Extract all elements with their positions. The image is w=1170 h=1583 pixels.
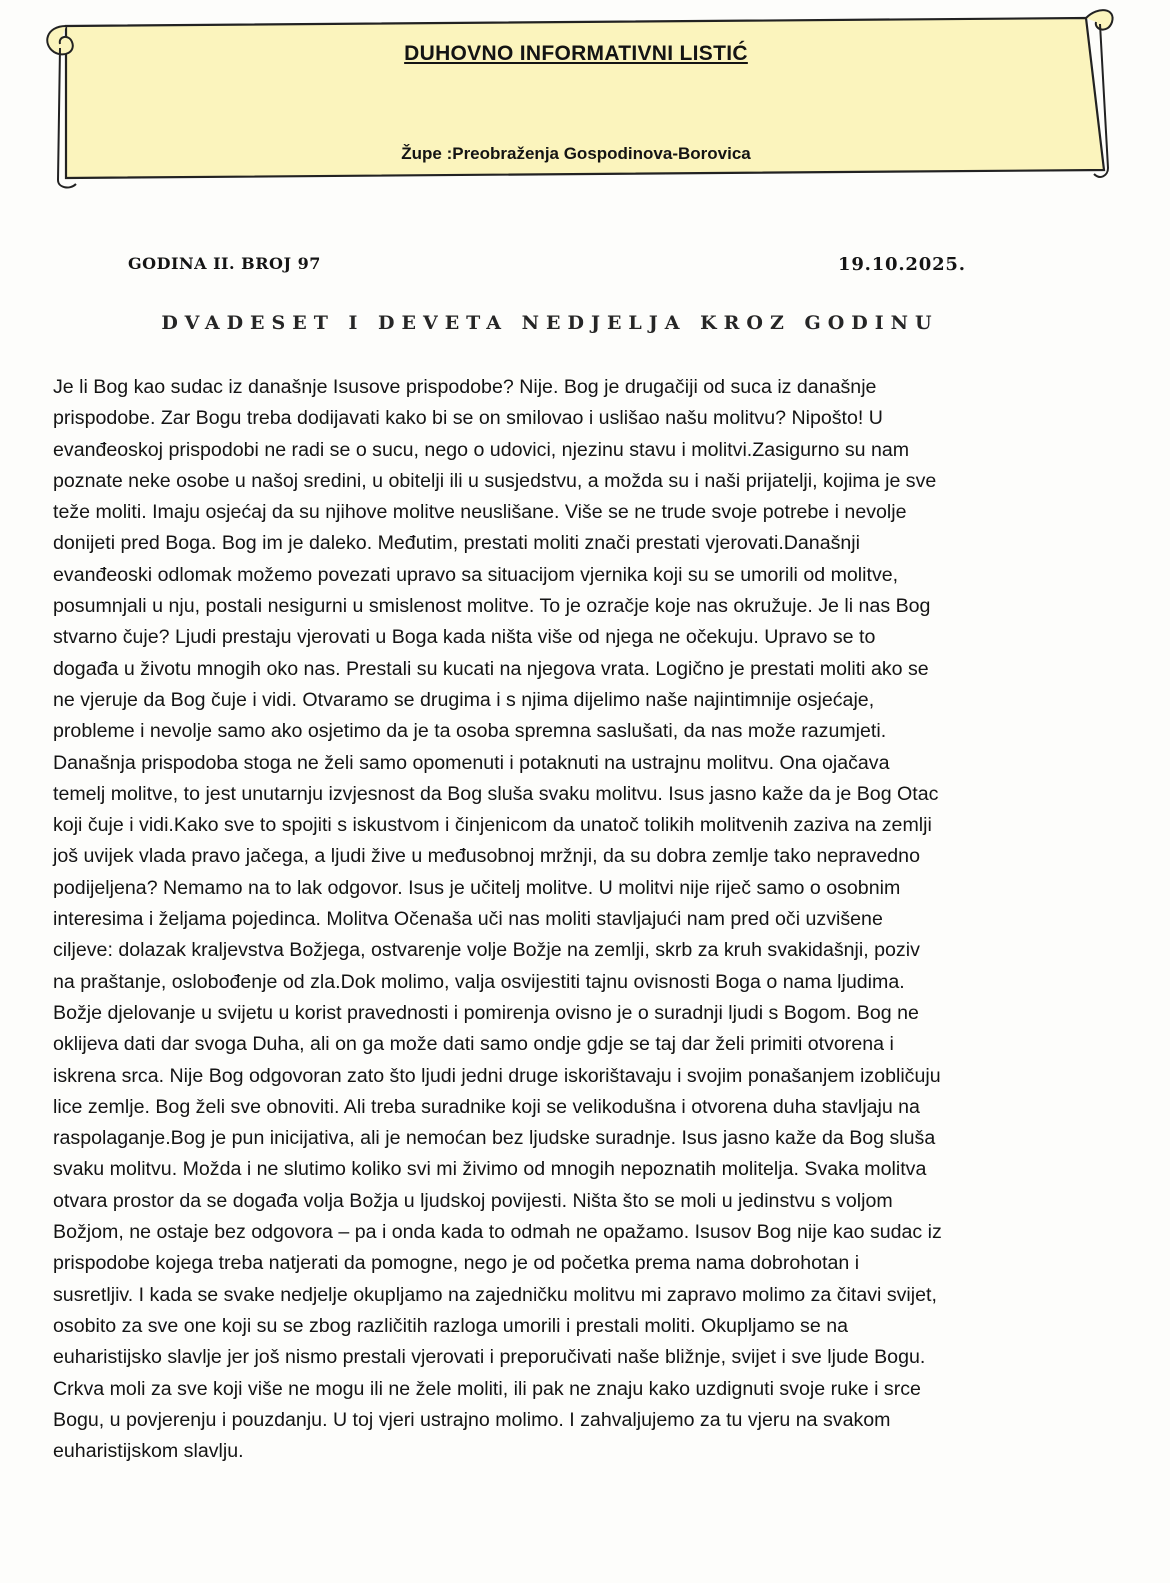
body-line: događa u životu mnogih oko nas. Prestali su kucati na njegova vrata. Logično je prestati moliti ako se [53, 657, 929, 680]
body-line: temelj molitve, to jest unutarnju izvjesnost da Bog sluša svaku molitvu. Isus jasno kaže da je Bog Otac [53, 782, 939, 805]
body-text [53, 372, 1098, 1467]
body-line: prispodobe. Zar Bogu treba dodijavati kako bi se on smilovao i uslišao našu molitvu? Nipošto! U [53, 407, 883, 430]
body-line: Božje djelovanje u svijetu u korist pravednosti i pomirenja ovisno je o suradnji ljudi s Bogom. Bog ne [53, 1001, 919, 1024]
body-line: teže moliti. Imaju osjećaj da su njihove molitve neuslišane. Više se ne trude svoje potrebe i nevolje [53, 501, 907, 524]
sunday-title: DVADESET I DEVETA NEDJELJA KROZ GODINU [161, 312, 939, 334]
body-line: podijeljena? Nemamo na to lak odgovor. Isus je učitelj molitve. U molitvi nije riječ samo o osobnim [53, 876, 901, 899]
body-line: iskrena srca. Nije Bog odgovoran zato što ljudi jedni druge iskorištavaju i svojim ponašanjem izobličuju [53, 1064, 941, 1087]
body-line: stvarno čuje? Ljudi prestaju vjerovati u Boga kada ništa više od njega ne očekuju. Upravo se to [53, 626, 876, 649]
body-line: Božjom, ne ostaje bez odgovora – pa i onda kada to odmah ne opažamo. Isusov Bog nije kao sudac iz [53, 1221, 942, 1244]
body-line: oklijeva dati dar svoga Duha, ali on ga može dati samo ondje gdje se taj dar želi primiti otvorena i [53, 1033, 894, 1056]
body-line: na praštanje, oslobođenje od zla.Dok molimo, valja osvijestiti tajnu ovisnosti Boga o nama ljudima. [53, 970, 905, 993]
body-line: probleme i nevolje samo ako osjetimo da je ta osoba spremna saslušati, da nas može razumjeti. [53, 720, 887, 743]
body-line: euharistijskom slavlju. [53, 1440, 244, 1463]
bulletin-title: DUHOVNO INFORMATIVNI LISTIĆ [404, 42, 748, 65]
body-line: donijeti pred Boga. Bog im je daleko. Međutim, prestati moliti znači prestati vjerovati.Današnji [53, 532, 860, 555]
year-issue: GODINA II. BROJ 97 [128, 254, 321, 273]
body-line: svaku molitvu. Možda i ne slutimo koliko svi mi živimo od mnogih nepoznatih molitelja. Svaka molitva [53, 1158, 927, 1181]
body-line: još uvijek vlada pravo jačega, a ljudi žive u međusobnoj mržnji, da su dobra zemlje tako nepravedno [53, 845, 920, 868]
scroll-banner-shape [36, 4, 1116, 194]
body-line: osobito za sve one koji su se zbog različitih razloga umorili i prestali moliti. Okupljamo se na [53, 1314, 848, 1337]
body-line: koji čuje i vidi.Kako sve to spojiti s iskustvom i činjenicom da unatoč tolikih molitvenih zaziva na zemlji [53, 814, 932, 837]
body-line: raspolaganje.Bog je pun inicijativa, ali je nemoćan bez ljudske suradnje. Isus jasno kaže da Bog sluša [53, 1127, 936, 1150]
body-line: Je li Bog kao sudac iz današnje Isusove prispodobe? Nije. Bog je drugačiji od suca iz današnje [53, 376, 877, 398]
scroll-banner [36, 4, 1116, 194]
body-line: Bogu, u povjerenju i pouzdanju. U toj vjeri ustrajno molimo. I zahvaljujemo za tu vjeru na svakom [53, 1408, 891, 1431]
body-line: poznate neke osobe u našoj sredini, u obitelji ili u susjedstvu, a možda su i naši prijatelji, kojima je sve [53, 469, 937, 492]
body-line: prispodobe kojega treba natjerati da pomogne, nego je od početka prema nama dobrohotan i [53, 1252, 860, 1275]
body-line: lice zemlje. Bog želi sve obnoviti. Ali treba suradnike koji se velikodušna i otvorena duha stavljaju na [53, 1095, 920, 1118]
body-line: Crkva moli za sve koji više ne mogu ili ne žele moliti, ili pak ne znaju kako uzdignuti svoje ruke i srce [53, 1377, 921, 1400]
body-line: Današnja prispodoba stoga ne želi samo opomenuti i potaknuti na ustrajnu molitvu. Ona ojačava [53, 751, 890, 774]
body-line: ciljeve: dolazak kraljevstva Božjega, ostvarenje volje Božje na zemlji, skrb za kruh svakidašnji, poziv [53, 939, 920, 962]
body-line: evanđeoski odlomak možemo povezati upravo sa situacijom vjernika koji su se umorili od molitve, [53, 563, 899, 586]
body-line: interesima i željama pojedinca. Molitva Očenaša uči nas moliti stavljajući nam pred oči uzvišene [53, 908, 883, 931]
body-line: susretljiv. I kada se svake nedjelje okupljamo na zajedničku molitvu mi zapravo molimo za čitavi svijet, [53, 1283, 937, 1306]
issue-date: 19.10.2025. [838, 254, 966, 275]
body-line: euharistijsko slavlje jer još nismo prestali vjerovati i preporučivati naše bližnje, svijet i sve ljude Bogu. [53, 1346, 926, 1369]
body-line: ne vjeruje da Bog čuje i vidi. Otvaramo se drugima i s njima dijelimo naše najintimnije osjećaje, [53, 688, 875, 711]
body-line: evanđeoskoj prispodobi ne radi se o sucu, nego o udovici, njezinu stavu i molitvi.Zasigurno su nam [53, 438, 910, 461]
parish-subtitle: Župe :Preobraženja Gospodinova-Borovica [401, 144, 751, 163]
body-line: posumnjali u nju, postali nesigurni u smislenost molitve. To je ozračje koje nas okružuje. Je li nas Bog [53, 595, 931, 618]
body-line: otvara prostor da se događa volja Božja u ljudskoj povijesti. Ništa što se moli u jedinstvu s voljom [53, 1189, 893, 1212]
